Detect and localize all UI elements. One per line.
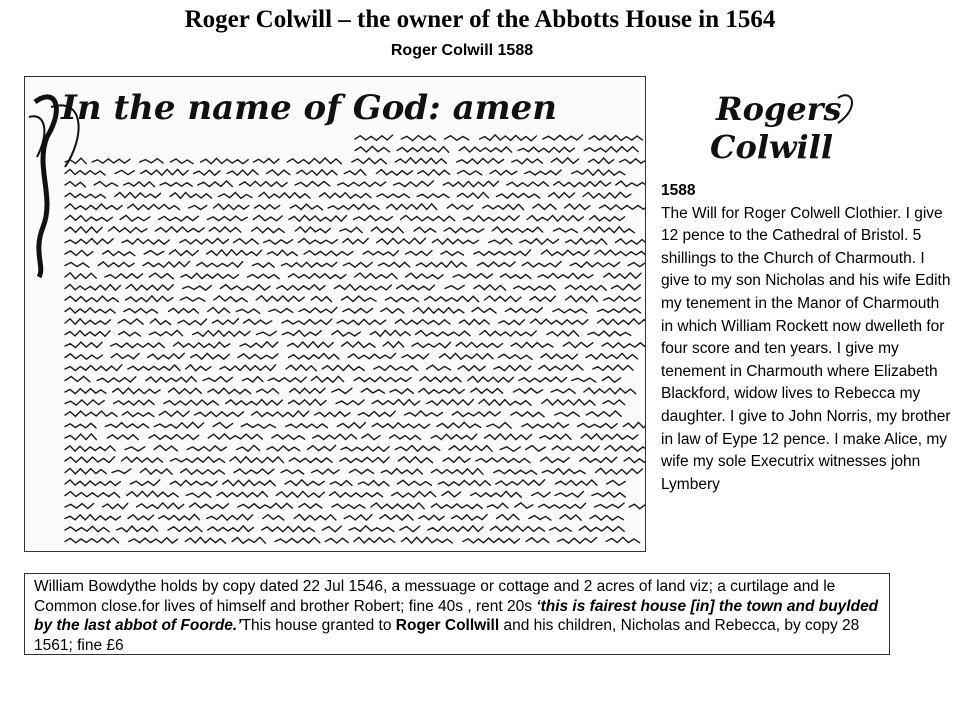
manuscript-heading: In the name of God: amen	[61, 88, 557, 128]
property-notes-box	[24, 573, 890, 655]
signature-line-1: Rogers	[716, 90, 842, 128]
manuscript-scan	[25, 77, 645, 551]
will-year: 1588	[661, 182, 696, 199]
notes-owner-name: Roger Collwill	[395, 617, 500, 635]
page-title: Roger Colwill – the owner of the Abbotts House in 1564	[184, 6, 776, 33]
notes-text-3: and his children, Nicholas and Rebecca, by copy 28 1561; fine £6	[34, 617, 860, 654]
will-summary	[661, 180, 951, 496]
page-subtitle: Roger Colwill 1588	[390, 42, 534, 59]
notes-text-2: This house granted to	[241, 617, 396, 635]
signature-line-2: Colwill	[710, 128, 833, 166]
will-body: The Will for Roger Colwell Clothier. I give 12 pence to the Cathedral of Bristol. 5 shillings to the Church of Charmouth. I give to my son Nicholas and his wife Edith my tenement in the Manor of Charmouth in which William Rockett now dwelleth for four score and ten years. I give my tenement in Charmouth where Elizabeth Blackford, widow lives to Rebecca my daughter. I give to John Norris, my brother in law of Eype 12 pence. I make Alice, my wife my sole Executrix witnesses john Lymbery	[661, 204, 951, 493]
will-manuscript-image	[24, 76, 646, 552]
roger-colwill-signature	[688, 78, 864, 174]
notes-quote: ‘this is fairest house [in] the town and buylded by the last abbot of Foorde.’	[34, 597, 879, 635]
notes-text-1: William Bowdythe holds by copy dated 22 Jul 1546, a messuage or cottage and 2 acres of land viz; a curtilage and le Common close.for lives of himself and brother Robert; fine 40s , rent 20s	[34, 578, 836, 615]
